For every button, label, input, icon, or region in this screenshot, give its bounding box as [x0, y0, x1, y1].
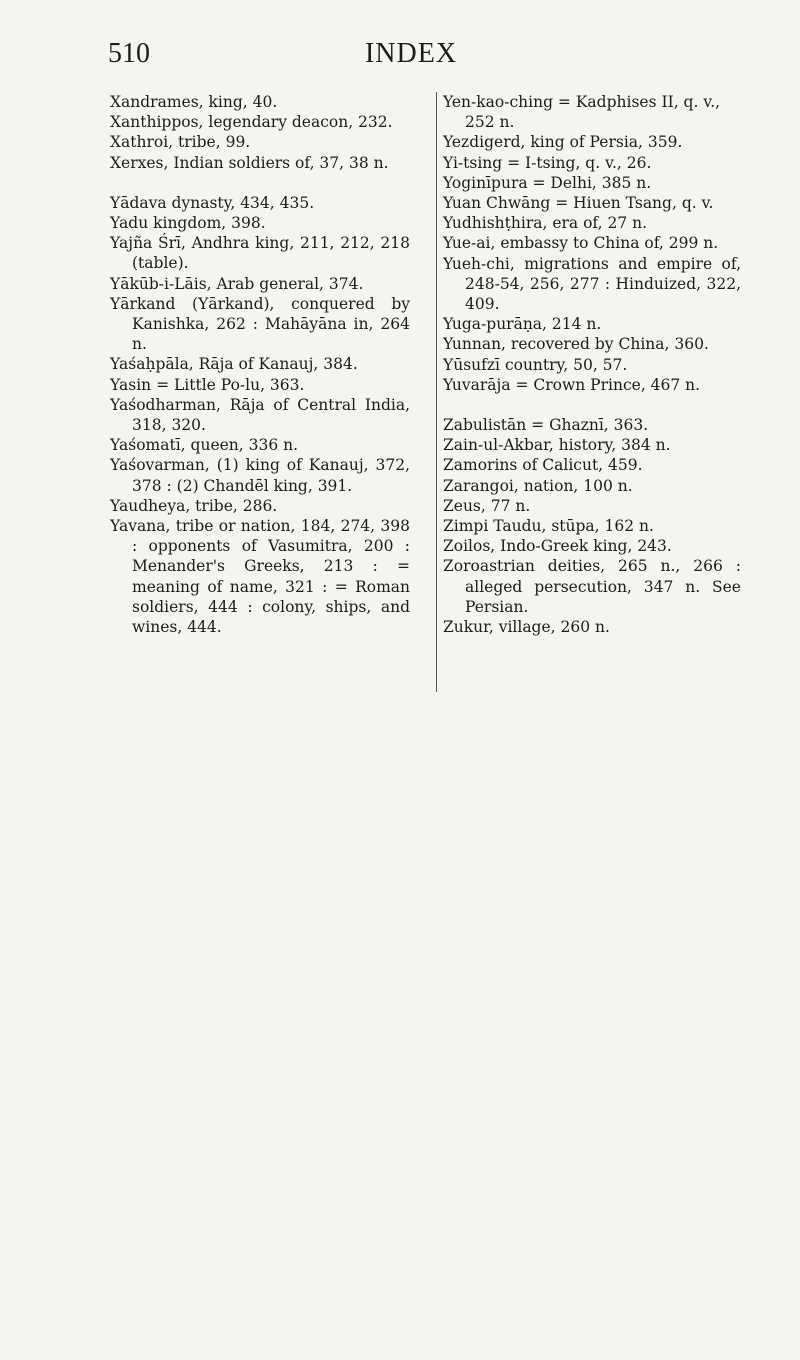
index-entry: Yaśaḥpāla, Rāja of Kanauj, 384.: [110, 355, 358, 374]
index-entry: Yueh-chi, migrations and empire of, 248-54, 256, 277 : Hinduized, 322, 409.: [443, 254, 741, 314]
index-entry: Yaudheya, tribe, 286.: [110, 496, 278, 515]
index-entry: Zukur, village, 260 n.: [443, 618, 610, 637]
index-entry: Zarangoi, nation, 100 n.: [443, 476, 633, 495]
index-entry: Yaśomatī, queen, 336 n.: [110, 436, 299, 455]
index-entry: Zeus, 77 n.: [443, 496, 531, 515]
page-title: INDEX: [364, 38, 458, 69]
index-entry: Yadu kingdom, 398.: [110, 214, 266, 233]
index-entry: Yi-tsing = I-tsing, q. v., 26.: [443, 153, 652, 172]
index-entry: Yajña Śrī, Andhra king, 211, 212, 218 (table).: [110, 234, 410, 273]
index-entry: Yādava dynasty, 434, 435.: [110, 193, 315, 212]
index-entry: Yue-ai, embassy to China of, 299 n.: [443, 234, 719, 253]
index-entry: Yoginīpura = Delhi, 385 n.: [443, 173, 652, 192]
index-entry: Xanthippos, legendary deacon, 232.: [110, 113, 393, 132]
index-entry: Yuan Chwāng = Hiuen Tsang, q. v.: [443, 194, 714, 213]
index-entry: Xerxes, Indian soldiers of, 37, 38 n.: [110, 153, 389, 172]
index-entry: Yārkand (Yārkand), conquered by Kanishka, 262 : Mahāyāna in, 264 n.: [110, 294, 410, 354]
index-entry: Yākūb-i-Lāis, Arab general, 374.: [110, 274, 364, 293]
index-entry: Zoilos, Indo-Greek king, 243.: [443, 537, 672, 556]
index-entry: Yezdigerd, king of Persia, 359.: [443, 133, 683, 152]
index-column-left: [110, 92, 410, 637]
page-header: [108, 38, 714, 78]
index-entry: Yūsufzī country, 50, 57.: [443, 355, 628, 374]
index-entry: Yuvarāja = Crown Prince, 467 n.: [443, 375, 701, 394]
page-number: 510: [108, 38, 150, 69]
index-entry: Zain-ul-Akbar, history, 384 n.: [443, 436, 671, 455]
index-entry: Zimpi Taudu, stūpa, 162 n.: [443, 517, 654, 536]
index-entry: Yaśodharman, Rāja of Central India, 318, 320.: [110, 395, 410, 435]
index-column-right: [436, 92, 741, 692]
index-entry: Zoroastrian deities, 265 n., 266 : alleged persecution, 347 n. See Persian.: [443, 557, 741, 616]
index-entry: Zabulistān = Ghaznī, 363.: [443, 416, 649, 435]
index-entry: Yudhishṭhira, era of, 27 n.: [443, 214, 648, 233]
section-gap: [110, 173, 410, 193]
index-entry: Zamorins of Calicut, 459.: [443, 456, 643, 475]
index-entry: Yasin = Little Po-lu, 363.: [110, 375, 305, 394]
index-entry: Yavana, tribe or nation, 184, 274, 398 : opponents of Vasumitra, 200 : Menander's Greeks, 213 : = meaning of name, 321 : = Roman soldiers, 444 : colony, ships, and wines, 444.: [110, 517, 410, 637]
index-entry: Yen-kao-ching = Kadphises II, q. v., 252 n.: [443, 93, 721, 132]
index-entry: Yuga-purāṇa, 214 n.: [443, 315, 602, 334]
section-gap: [443, 395, 741, 415]
index-entry: Yaśovarman, (1) king of Kanauj, 372, 378 : (2) Chandēl king, 391.: [110, 456, 410, 495]
index-entry: Xathroi, tribe, 99.: [110, 133, 251, 152]
index-entry: Yunnan, recovered by China, 360.: [443, 335, 709, 354]
index-entry: Xandrames, king, 40.: [110, 93, 278, 111]
